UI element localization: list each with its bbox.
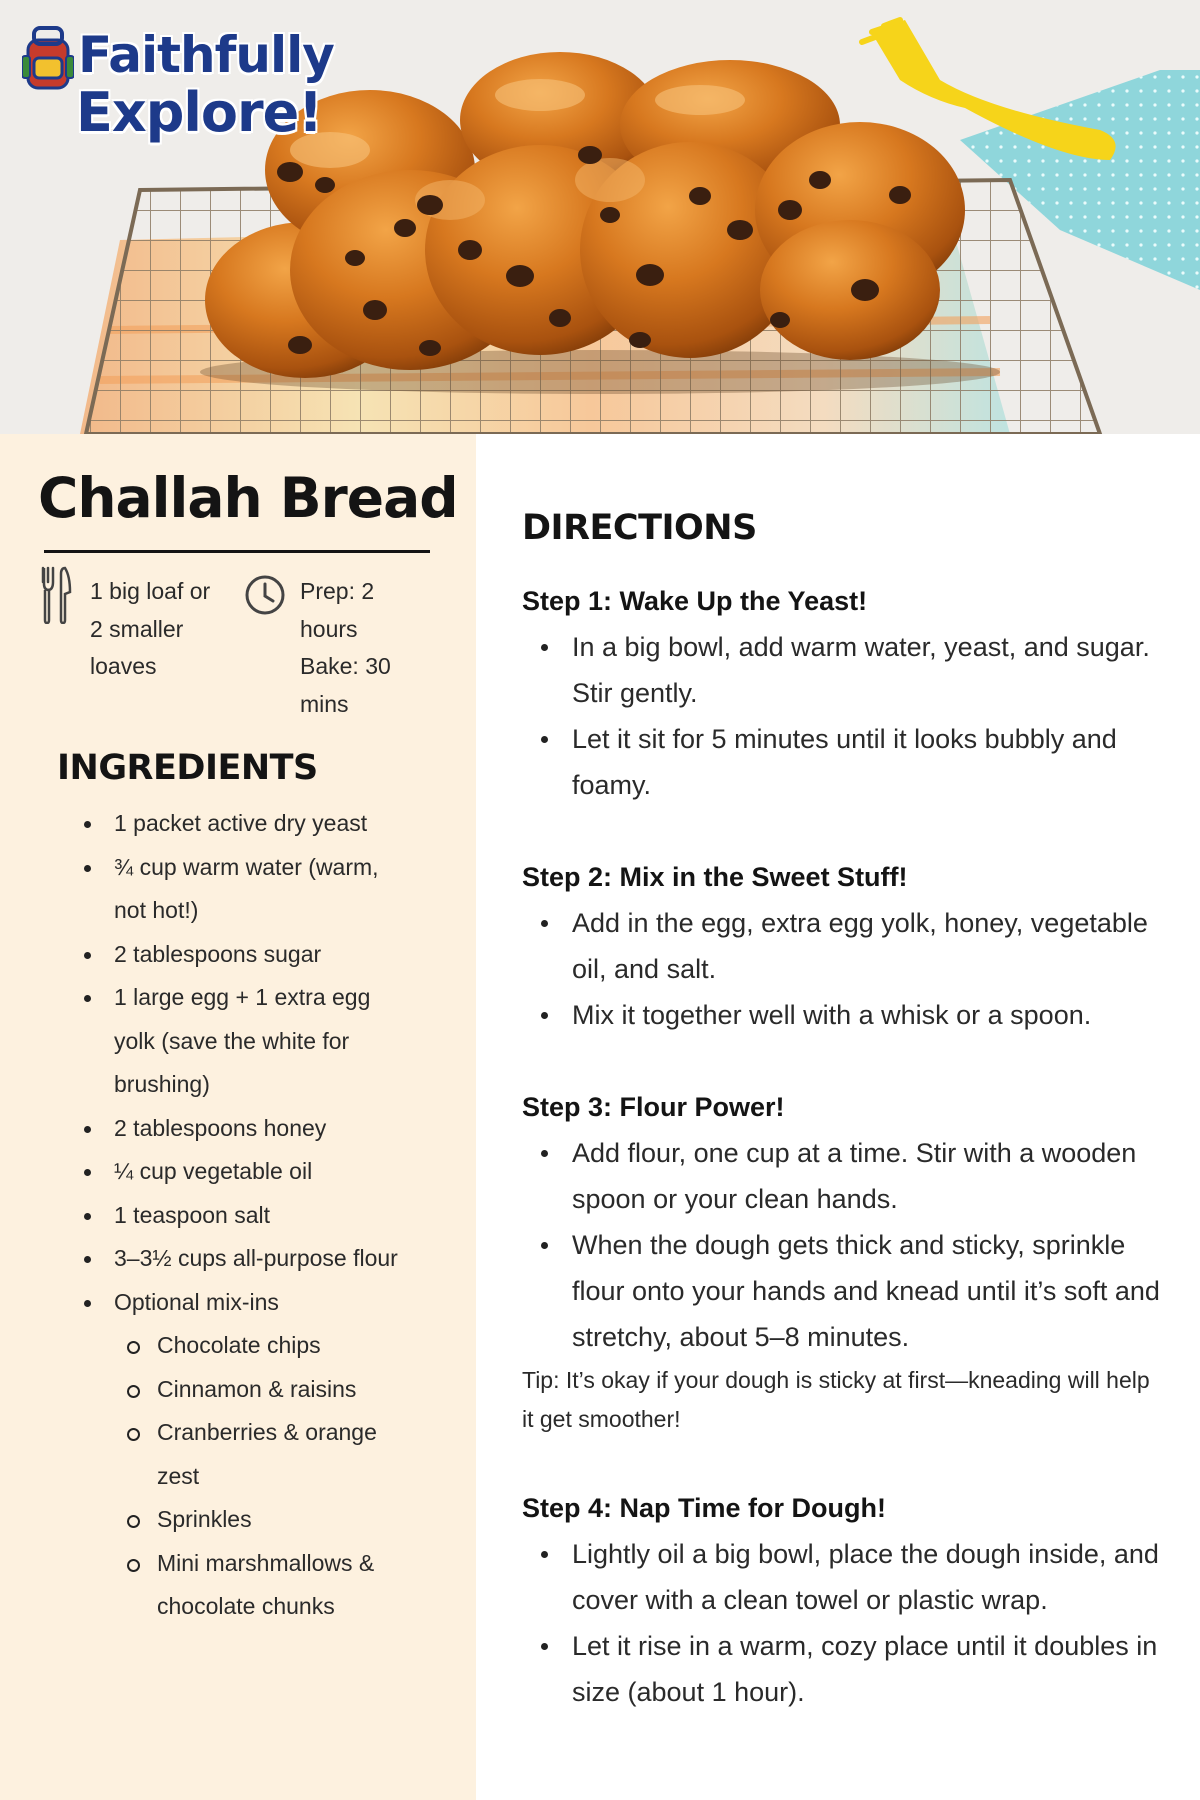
step-tip: Tip: It’s okay if your dough is sticky at first—kneading will help it get smoother!: [522, 1367, 1150, 1432]
ingredients-heading: INGREDIENTS: [57, 748, 318, 788]
mixin-item: Chocolate chips: [0, 1324, 476, 1368]
ingredient-item: ¾ cup warm water (warm, not hot!): [0, 846, 476, 933]
ingredient-item: ¼ cup vegetable oil: [0, 1150, 476, 1194]
servings-line: 1 big loaf or: [90, 578, 211, 604]
time-line: mins: [300, 690, 349, 717]
time-info: [300, 573, 410, 723]
time-line: Prep: 2: [300, 578, 375, 604]
directions-heading: DIRECTIONS: [522, 508, 757, 548]
step-block: [522, 578, 1162, 808]
logo-text-line2: Explore!: [76, 81, 322, 144]
ingredient-item: 3–3½ cups all-purpose flour: [0, 1237, 476, 1281]
step-title: Step 2: Mix in the Sweet Stuff!: [522, 862, 908, 892]
step-item: In a big bowl, add warm water, yeast, and sugar. Stir gently.: [522, 624, 1162, 716]
directions-steps: [522, 578, 1162, 1761]
mixin-item: Cinnamon & raisins: [0, 1368, 476, 1412]
fork-knife-icon: [40, 566, 72, 624]
step-title: Step 4: Nap Time for Dough!: [522, 1493, 887, 1523]
mixin-item: Mini marshmallows & chocolate chunks: [0, 1542, 476, 1629]
servings-line: 2 smaller: [90, 615, 184, 642]
step-item: Add in the egg, extra egg yolk, honey, vegetable oil, and salt.: [522, 900, 1162, 992]
hero-photo: [0, 0, 1200, 434]
title-divider: [44, 550, 430, 553]
servings-info: [90, 573, 230, 686]
mixin-item: Cranberries & orange zest: [0, 1411, 476, 1498]
step-title: Step 1: Wake Up the Yeast!: [522, 586, 868, 616]
ingredient-item: Optional mix-ins: [0, 1281, 476, 1325]
clock-icon: [244, 574, 286, 616]
ingredient-item: 1 teaspoon salt: [0, 1194, 476, 1238]
mixin-item: Sprinkles: [0, 1498, 476, 1542]
logo-text-line1: Faithfully: [78, 26, 334, 84]
ingredient-item: 2 tablespoons honey: [0, 1107, 476, 1151]
step-item: Let it rise in a warm, cozy place until it doubles in size (about 1 hour).: [522, 1623, 1162, 1715]
ingredients-list: [0, 802, 476, 1629]
step-block: [522, 1084, 1162, 1439]
brand-logo: [22, 26, 334, 146]
ingredient-item: 1 packet active dry yeast: [0, 802, 476, 846]
ingredient-item: 1 large egg + 1 extra egg yolk (save the white for brushing): [0, 976, 476, 1107]
servings-line: loaves: [90, 653, 157, 679]
step-item: Let it sit for 5 minutes until it looks bubbly and foamy.: [522, 716, 1162, 808]
recipe-title: Challah Bread: [38, 466, 458, 530]
time-line: hours: [300, 615, 358, 642]
time-line: Bake: 30: [300, 653, 391, 679]
step-block: [522, 1485, 1162, 1715]
step-item: Mix it together well with a whisk or a spoon.: [522, 992, 1162, 1038]
step-item: Lightly oil a big bowl, place the dough inside, and cover with a clean towel or plastic wrap.: [522, 1531, 1162, 1623]
step-block: [522, 854, 1162, 1038]
step-item: When the dough gets thick and sticky, sprinkle flour onto your hands and knead until it’s soft and stretchy, about 5–8 minutes.: [522, 1222, 1162, 1360]
ingredient-item: 2 tablespoons sugar: [0, 933, 476, 977]
step-title: Step 3: Flour Power!: [522, 1092, 785, 1122]
step-item: Add flour, one cup at a time. Stir with a wooden spoon or your clean hands.: [522, 1130, 1162, 1222]
backpack-icon: [22, 26, 74, 92]
